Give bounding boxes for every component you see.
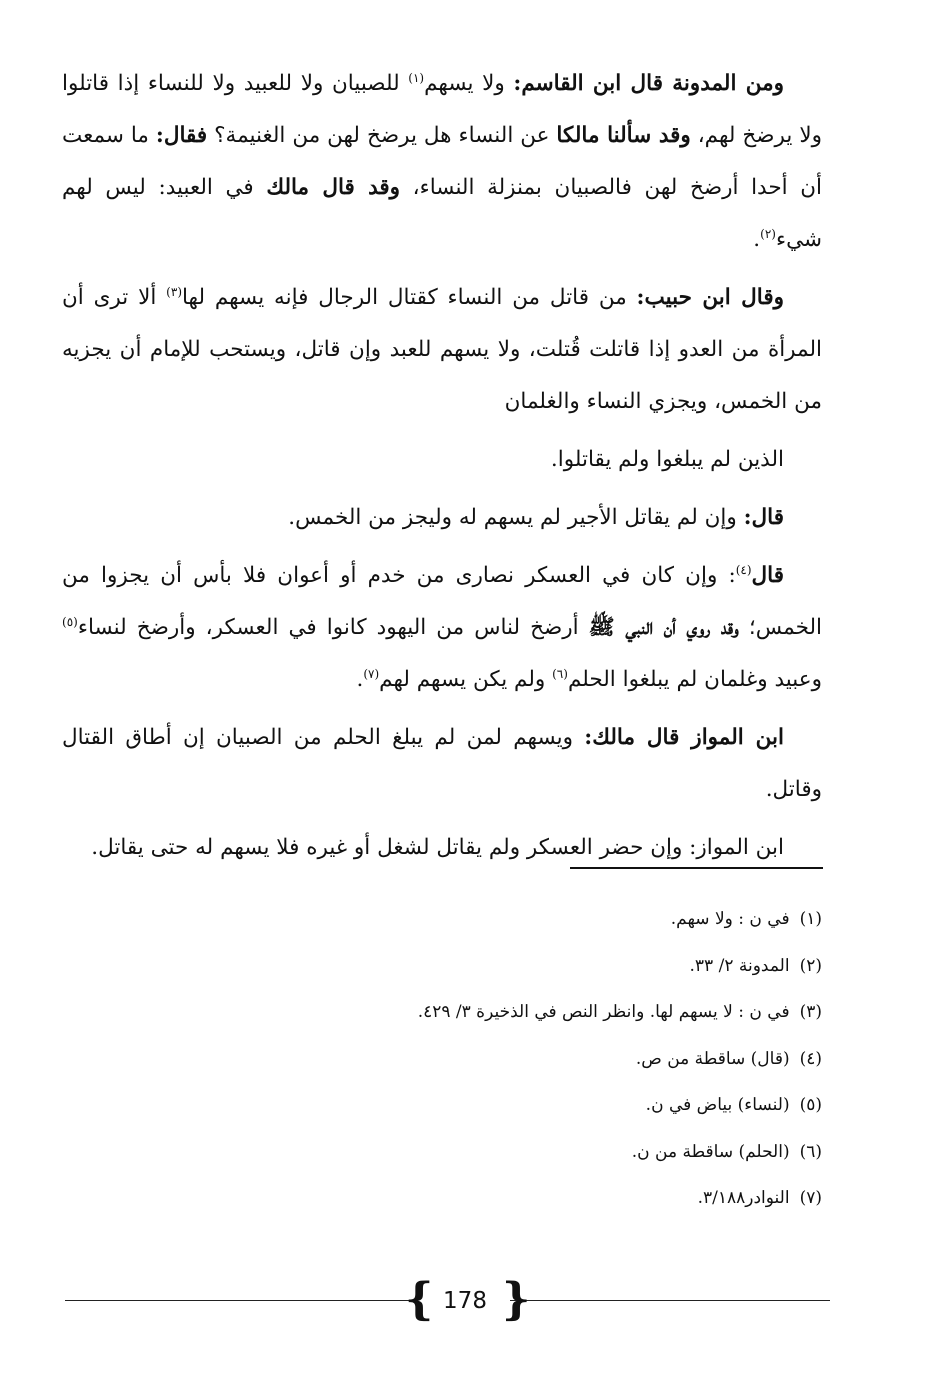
footnote-text: في ن : ولا سهم. [670, 909, 790, 929]
page-number-bar [65, 1274, 830, 1334]
bold-run: قال: [743, 505, 784, 530]
bold-run: وقد سألنا مالكا [556, 123, 691, 148]
footnotes [262, 896, 822, 1222]
footnote-4 [262, 1036, 822, 1083]
footnote-number: (٣) [799, 1002, 822, 1022]
footnote-marker: (١) [408, 70, 425, 85]
footnote-1 [262, 896, 822, 943]
text-run: وإن لم يقاتل الأجير لم يسهم له وليجز من الخمس. [288, 505, 744, 530]
text-run: في العبيد: ليس لهم شيء [62, 175, 822, 252]
paragraph-3 [62, 434, 822, 486]
footnote-text: (الحلم) ساقطة من ن. [631, 1141, 790, 1162]
footnote-3 [262, 989, 822, 1036]
footnote-marker: (٧) [363, 666, 380, 681]
paragraph-4 [62, 492, 822, 544]
footnote-2 [262, 943, 822, 990]
paragraph-1 [62, 58, 822, 266]
footnote-text: (قال) ساقطة من ص. [635, 1048, 790, 1069]
text-run: . [356, 667, 364, 692]
text-run: للصبيان ولا للعبيد ولا للنساء إذا قاتلوا ولا يرضخ لهم، [62, 71, 822, 148]
footnote-text: النوادر٣/١٨٨. [697, 1188, 790, 1208]
footnote-number: (٧) [799, 1188, 822, 1208]
text-run: من قاتل من النساء كقتال الرجال فإنه يسهم لها [182, 285, 637, 310]
bold-run: وقد روي أن النبي ﷺ [588, 615, 739, 640]
footnote-marker: (٥) [62, 614, 78, 629]
footnote-number: (٦) [799, 1141, 822, 1162]
footnote-text: (لنساء) بياض في ن. [645, 1095, 790, 1115]
text-run: ما سمعت أن أحدا أرضخ لهن فالصبيان بمنزلة النساء، [62, 123, 822, 200]
bold-run: وقال ابن حبيب: [636, 285, 784, 310]
bold-run: ابن المواز قال مالك: [584, 725, 784, 750]
text-run: وعبيد وغلمان لم يبلغوا الحلم [567, 667, 822, 692]
text-run: ويسهم لمن لم يبلغ الحلم من الصبيان إن أطاق القتال وقاتل. [62, 725, 822, 802]
bold-run: وقد قال مالك [266, 175, 401, 200]
page-rule-right [510, 1300, 830, 1301]
footnote-marker: (٣) [166, 284, 182, 299]
footnote-number: (٤) [799, 1048, 822, 1069]
bold-run: قال [751, 563, 784, 588]
bold-run: فقال: [155, 123, 208, 148]
footnote-separator [570, 867, 823, 869]
footnote-text: المدونة ٢/ ٣٣. [689, 955, 790, 976]
left-brace-ornament: { [405, 1274, 434, 1325]
footnote-marker: (٢) [760, 226, 776, 241]
paragraph-6 [62, 712, 822, 816]
bold-run: ومن المدونة قال ابن القاسم: [513, 71, 784, 96]
paragraph-5 [62, 550, 822, 706]
footnote-6 [262, 1129, 822, 1176]
text-run: : وإن كان في العسكر نصارى من خدم أو أعوان فلا بأس أن يجزوا من الخمس؛ [62, 563, 823, 640]
footnote-5 [262, 1082, 822, 1129]
text-run: الذين لم يبلغوا ولم يقاتلوا. [550, 447, 784, 472]
main-text [62, 58, 822, 880]
text-run: عن النساء هل يرضخ لهن من الغنيمة؟ [207, 123, 557, 148]
text-run: ولا يسهم [424, 71, 514, 96]
right-brace-ornament: } [502, 1274, 531, 1325]
footnote-text: في ن : لا يسهم لها. وانظر النص في الذخيرة ٣/ ٤٢٩. [417, 1002, 790, 1022]
footnote-number: (٥) [799, 1095, 822, 1115]
footnote-7 [262, 1175, 822, 1222]
footnote-marker: (٤) [735, 562, 752, 577]
text-run: ولم يكن يسهم لهم [379, 667, 553, 692]
footnote-marker: (٦) [552, 666, 568, 681]
text-run: . [753, 227, 761, 252]
paragraph-2 [62, 272, 822, 428]
text-run: ألا ترى أن المرأة من العدو إذا قاتلت قُتلت، ولا يسهم للعبد وإن قاتل، ويستحب للإمام أن يجزيه من الخمس، ويجزي النساء والغلمان [62, 285, 822, 414]
page-number: 178 [443, 1288, 487, 1314]
text-run: أرضخ لناس من اليهود كانوا في العسكر، وأرضخ لنساء [77, 615, 589, 640]
footnote-number: (١) [799, 909, 822, 929]
page-rule-left [65, 1300, 410, 1301]
footnote-number: (٢) [799, 955, 822, 976]
text-run: ابن المواز: وإن حضر العسكر ولم يقاتل لشغل أو غيره فلا يسهم له حتى يقاتل. [91, 835, 784, 860]
